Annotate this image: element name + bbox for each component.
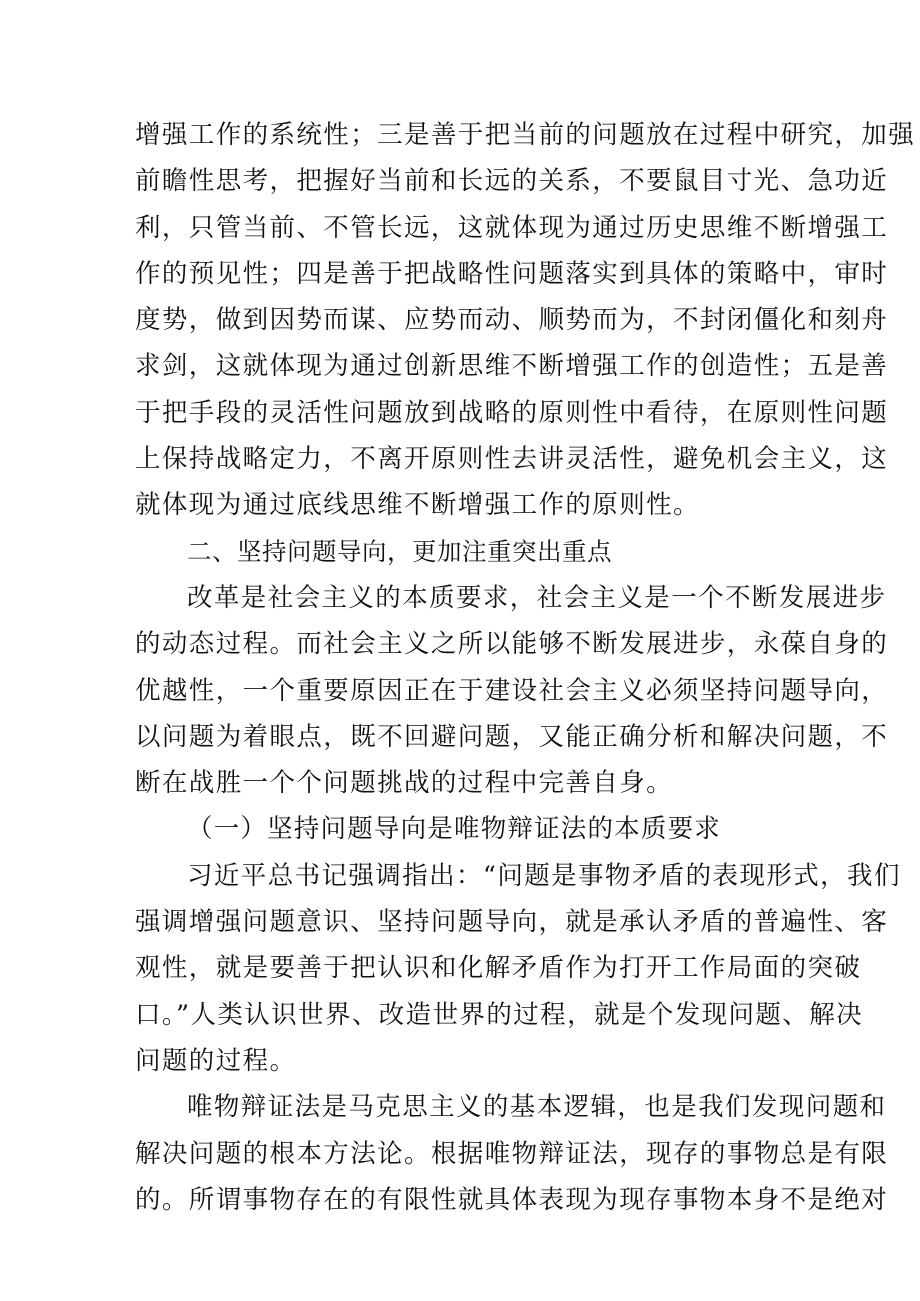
subsection-heading: （一）坚持问题导向是唯物辩证法的本质要求 — [187, 814, 722, 845]
text-line: 观性，就是要善于把认识和化解矛盾作为打开工作局面的突破 — [135, 953, 862, 984]
section-heading: 二、坚持问题导向，更加注重突出重点 — [187, 536, 612, 566]
text-line: 利，只管当前、不管长远，这就体现为通过历史思维不断增强工 — [135, 212, 889, 243]
text-line: 上保持战略定力，不离开原则性去讲灵活性，避免机会主义，这 — [135, 444, 889, 475]
text-line: 唯物辩证法是马克思主义的基本逻辑，也是我们发现问题和 — [187, 1092, 887, 1123]
text-line: 的。所谓事物存在的有限性就具体表现为现存事物本身不是绝对 — [135, 1184, 889, 1215]
text-line: 解决问题的根本方法论。根据唯物辩证法，现存的事物总是有限 — [135, 1138, 889, 1169]
text-line: 改革是社会主义的本质要求，社会主义是一个不断发展进步 — [187, 582, 887, 613]
text-line: 口。”人类认识世界、改造世界的过程，就是个发现问题、解决 — [135, 999, 863, 1030]
text-line: 增强工作的系统性；三是善于把当前的问题放在过程中研究，加强 — [135, 120, 916, 150]
text-line: 前瞻性思考，把握好当前和长远的关系，不要鼠目寸光、急功近 — [135, 166, 889, 197]
document-page — [135, 112, 916, 1223]
text-line: 断在战胜一个个问题挑战的过程中完善自身。 — [135, 768, 674, 799]
text-line: 问题的过程。 — [135, 1045, 297, 1076]
text-line: 就体现为通过底线思维不断增强工作的原则性。 — [135, 490, 700, 521]
text-line: 的动态过程。而社会主义之所以能够不断发展进步，永葆自身的 — [135, 629, 889, 660]
text-line: 求剑，这就体现为通过创新思维不断增强工作的创造性；五是善 — [135, 351, 889, 382]
text-line: 以问题为着眼点，既不回避问题，又能正确分析和解决问题，不 — [135, 721, 889, 752]
text-line: 优越性，一个重要原因正在于建设社会主义必须坚持问题导向， — [135, 675, 889, 706]
text-line: 度势，做到因势而谋、应势而动、顺势而为，不封闭僵化和刻舟 — [135, 305, 889, 336]
text-line: 于把手段的灵活性问题放到战略的原则性中看待，在原则性问题 — [135, 397, 889, 428]
text-line: 强调增强问题意识、坚持问题导向，就是承认矛盾的普遍性、客 — [135, 907, 889, 938]
text-line: 习近平总书记强调指出：“问题是事物矛盾的表现形式，我们 — [187, 860, 901, 891]
text-line: 作的预见性；四是善于把战略性问题落实到具体的策略中，审时 — [135, 258, 889, 289]
